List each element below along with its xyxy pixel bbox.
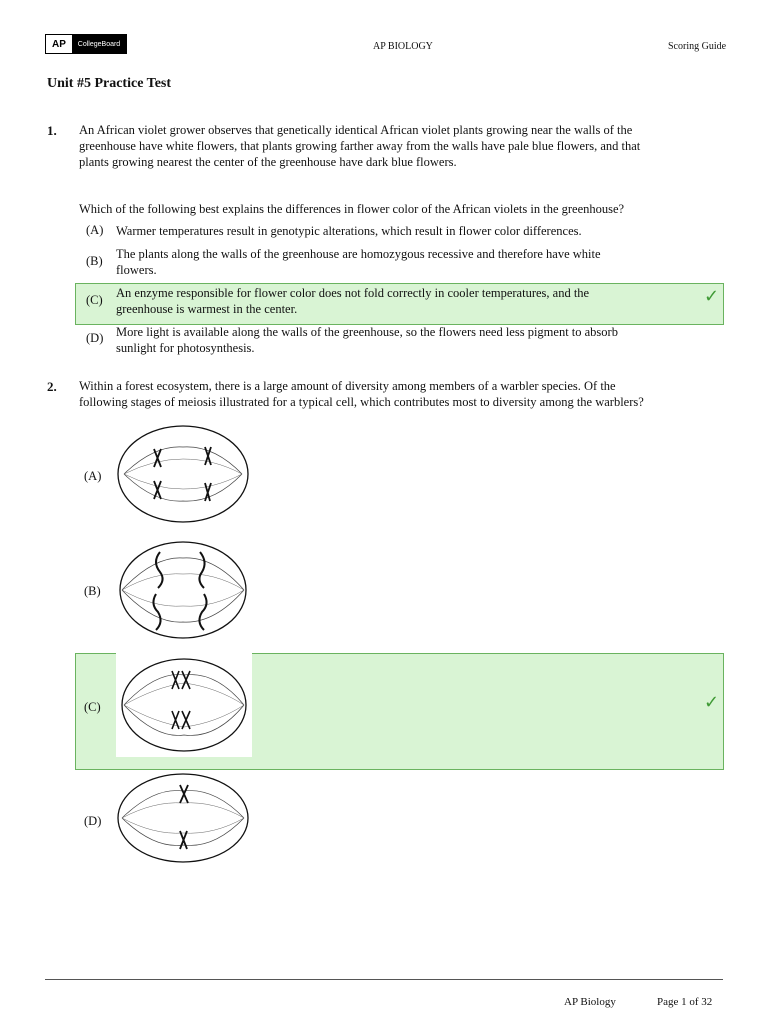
option-line: More light is available along the walls of the greenhouse, so the flowers need less pigment to absorb: [116, 325, 618, 339]
option-line: greenhouse is warmest in the center.: [116, 302, 298, 316]
q1-option-c-text[interactable]: [116, 285, 706, 317]
metaphase-ii-cell-figure[interactable]: [114, 771, 252, 865]
question-1-prompt: Which of the following best explains the differences in flower color of the African violets in the greenhouse?: [79, 202, 625, 216]
q1-option-d-letter: (D): [86, 331, 104, 345]
header-scoring-guide: Scoring Guide: [668, 41, 727, 52]
q1-option-b-text[interactable]: [116, 246, 706, 278]
footer-course: AP Biology: [564, 996, 616, 1008]
ap-collegeboard-logo: [45, 34, 127, 54]
question-1-stem-line: greenhouse have white flowers, that plants growing farther away from the walls have pale blue flowers, and that: [79, 139, 641, 153]
header-subject: AP BIOLOGY: [373, 41, 433, 52]
option-line: Warmer temperatures result in genotypic alterations, which result in flower color differences.: [116, 224, 582, 238]
option-line: sunlight for photosynthesis.: [116, 341, 255, 355]
question-1-stem: [79, 122, 729, 170]
question-2-stem-line: following stages of meiosis illustrated for a typical cell, which contributes most to diversity among the warblers?: [79, 395, 644, 409]
anaphase-ii-cell-figure[interactable]: [114, 423, 252, 525]
metaphase-i-cell-figure[interactable]: [116, 653, 252, 757]
footer-divider: [45, 979, 723, 980]
option-line: An enzyme responsible for flower color does not fold correctly in cooler temperatures, and the: [116, 286, 590, 300]
q1-option-a-letter: (A): [86, 223, 104, 237]
footer-page-number: Page 1 of 32: [657, 996, 713, 1008]
correct-check-icon: ✓: [704, 286, 720, 307]
question-2-stem: [79, 378, 739, 410]
q2-option-a-letter: (A): [84, 469, 102, 483]
q1-option-a-text[interactable]: [116, 223, 706, 239]
question-1-stem-line: plants growing nearest the center of the greenhouse have dark blue flowers.: [79, 155, 457, 169]
q2-option-d-letter: (D): [84, 814, 102, 828]
correct-check-icon: ✓: [704, 692, 720, 713]
option-line: The plants along the walls of the greenhouse are homozygous recessive and therefore have white: [116, 247, 601, 261]
question-2-number: 2.: [47, 379, 57, 394]
logo-collegeboard-text: CollegeBoard: [72, 35, 126, 53]
option-line: flowers.: [116, 263, 157, 277]
question-2-stem-line: Within a forest ecosystem, there is a large amount of diversity among members of a warbler species. Of the: [79, 379, 616, 393]
q2-option-c-letter: (C): [84, 700, 101, 714]
anaphase-i-cell-figure[interactable]: [114, 538, 252, 642]
q1-option-b-letter: (B): [86, 254, 103, 268]
question-1-number: 1.: [47, 123, 57, 138]
q1-option-d-text[interactable]: [116, 324, 716, 356]
logo-ap-text: AP: [46, 35, 72, 53]
page-title: Unit #5 Practice Test: [47, 76, 172, 91]
q2-option-b-letter: (B): [84, 584, 101, 598]
q1-option-c-letter: (C): [86, 293, 103, 307]
question-1-stem-line: An African violet grower observes that genetically identical African violet plants growing near the walls of the: [79, 123, 633, 137]
